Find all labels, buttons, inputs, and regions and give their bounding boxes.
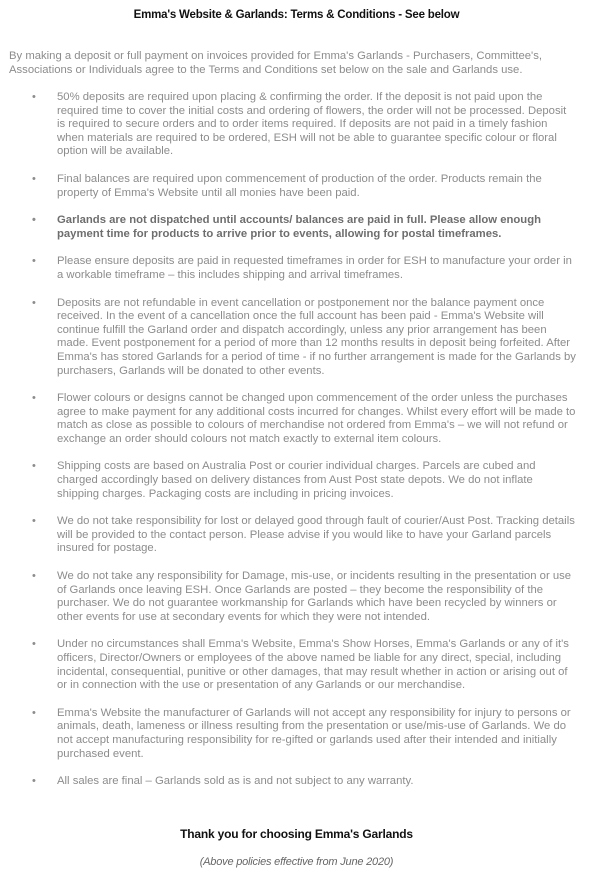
term-item-emphasis (32, 214, 577, 241)
bullet-icon: • (32, 91, 36, 103)
bullet-icon: • (32, 392, 36, 405)
term-text: Emma's Website the manufacturer of Garlands will not accept any responsibility for injury to persons or animals, death, lameness or illness resulting from the presentation or use/mis-use of Garlands. We do not accept manufacturing responsibility for re-gifted or garlands used after their intended and initially purchased event. (57, 706, 571, 760)
bullet-icon: • (32, 706, 36, 719)
bullet-icon: • (32, 570, 36, 583)
term-item (32, 91, 577, 159)
term-text: We do not take any responsibility for Damage, mis-use, or incidents resulting in the presentation or use of Garlands once leaving ESH. Once Garlands are posted – they become the responsibility of the purchaser. We do not guarantee workmanship for Garlands which have been recycled by winners or other events for use at secondary events for which they were not intended. (57, 570, 572, 623)
term-text: All sales are final – Garlands sold as is and not subject to any warranty. (57, 775, 414, 788)
term-item (32, 296, 577, 379)
term-text: Under no circumstances shall Emma's Website, Emma's Show Horses, Emma's Garlands or any of it's officers, Director/Owners or employees of the above named be liable for any direct, special, including incidental, consequential, punitive or other damages, that may result whether in action or arising out of or in connection with the use or presentation of any Garlands or our merchandise. (57, 638, 569, 692)
bullet-icon: • (32, 638, 36, 651)
bullet-icon: • (32, 255, 36, 268)
term-text: Shipping costs are based on Australia Post or courier individual charges. Parcels are cubed and charged accordingly based on delivery distances from Aust Post state depots. We do not inflate shipping charges. Packaging costs are including in pricing invoices. (57, 460, 536, 500)
intro-paragraph: By making a deposit or full payment on invoices provided for Emma's Garlands - Purchasers, Committee's, Associations or Individuals agree to the Terms and Conditions set below on the sale and Garlands use. (9, 50, 542, 76)
bullet-icon: • (32, 296, 36, 309)
term-item (32, 255, 577, 282)
effective-date-note: (Above policies effective from June 2020) (199, 856, 394, 868)
term-item (32, 570, 577, 624)
term-text: Final balances are required upon commencement of production of the order. Products remain the property of Emma's Website until all monies have been paid. (57, 172, 542, 199)
term-item (32, 172, 577, 200)
term-text: 50% deposits are required upon placing & confirming the order. If the deposit is not paid upon the required time to cover the initial costs and ordering of flowers, the order will not be processed. Deposit is required to secure orders and to order items required. If deposits are not paid in a timely fashion when materials are required to be ordered, ESH will not be able to guarantee specific colour or floral option will be available. (57, 91, 567, 158)
bullet-icon: • (32, 460, 36, 473)
term-item (32, 638, 577, 692)
term-item (32, 515, 577, 556)
term-item (32, 460, 577, 501)
term-item (32, 392, 577, 446)
term-text: Deposits are not refundable in event cancellation or postponement nor the balance payment once received. In the event of a cancellation once the full account has been paid - Emma's Website will continue fulfill the Garland order and dispatch accordingly, unless any prior arrangement has been made. Event postponement for a period of more than 12 months results in deposit being forfeited. After Emma's has stored Garlands for a period of time - if no further arrangement is made for the Garlands by purchasers, Garlands will be donated to other events. (57, 296, 576, 377)
term-text: Please ensure deposits are paid in requested timeframes in order for ESH to manufacture your order in a workable timeframe – this includes shipping and arrival timeframes. (57, 255, 572, 281)
bullet-icon: • (32, 775, 36, 788)
terms-list (0, 91, 593, 803)
term-item (32, 775, 577, 789)
bullet-icon: • (32, 214, 36, 227)
bullet-icon: • (32, 172, 36, 185)
term-text: We do not take responsibility for lost or delayed good through fault of courier/Aust Post. Tracking details will be provided to the contact person. Please advise if you would like to have your Garland parcels insured for postage. (57, 515, 575, 555)
document-title: Emma's Website & Garlands: Terms & Conditions - See below (133, 9, 460, 21)
term-text: Garlands are not dispatched until accounts/ balances are paid in full. Please allow enough payment time for products to arrive prior to events, allowing for postal timeframes. (57, 214, 542, 240)
bullet-icon: • (32, 515, 36, 528)
thank-you-line: Thank you for choosing Emma's Garlands (180, 827, 413, 841)
term-item (32, 706, 577, 761)
term-text: Flower colours or designs cannot be changed upon commencement of the order unless the purchases agree to make payment for any additional costs incurred for changes. Whilst every effort will be made to match as close as possible to colours of merchandise not ordered from Emma's – we will not refund or exchange an order should colours not match exactly to external item colours. (57, 392, 576, 445)
